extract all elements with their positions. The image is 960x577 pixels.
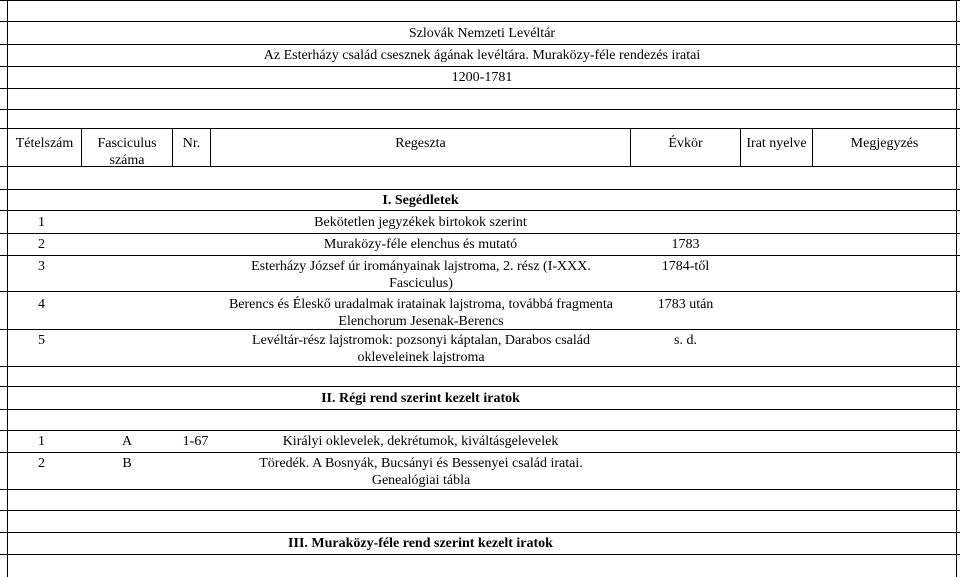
grid-line-v — [81, 128, 82, 166]
grid-line-h — [0, 0, 960, 1]
grid-line-h — [0, 88, 960, 89]
row-fasciculus: B — [122, 456, 132, 471]
row-regeszta: Töredék. A Bosnyák, Bucsányi és Bessenyei család iratai. Genealógiai tábla — [259, 456, 583, 488]
row-regeszta: Esterházy József úr irományainak lajstroma, 2. rész (I-XXX. Fasciculus) — [251, 259, 591, 291]
row-number: 2 — [38, 237, 45, 252]
grid-line-h — [0, 21, 960, 22]
header-regeszta: Regeszta — [395, 136, 446, 151]
header-tetelszam: Tételszám — [15, 136, 74, 151]
grid-line-h — [0, 510, 960, 511]
row-evkor: s. d. — [674, 333, 697, 348]
grid-line-h — [0, 66, 960, 67]
row-number: 1 — [38, 434, 45, 449]
section-title: II. Régi rend szerint kezelt iratok — [321, 391, 520, 406]
grid-line-v — [7, 0, 8, 577]
row-evkor: 1784-től — [661, 259, 710, 274]
grid-line-h — [0, 386, 960, 387]
row-number: 1 — [38, 215, 45, 230]
header-fasciculus: Fasciculus száma — [97, 136, 157, 168]
row-regeszta: Levéltár-rész lajstromok: pozsonyi káptalan, Darabos család okleveleinek lajstroma — [252, 333, 590, 365]
grid-line-h — [0, 210, 960, 211]
grid-line-h — [0, 409, 960, 410]
grid-line-h — [0, 128, 960, 129]
date-range: 1200-1781 — [451, 70, 513, 85]
grid-line-h — [0, 233, 960, 234]
row-regeszta: Berencs és Éleskő uradalmak iratainak lajstroma, továbbá fragmenta Elenchorum Jesenak-Berencs — [228, 297, 614, 329]
row-number: 2 — [38, 456, 45, 471]
row-fasciculus: A — [121, 434, 133, 449]
row-regeszta: Bekötetlen jegyzékek birtokok szerint — [314, 215, 527, 230]
row-number: 3 — [38, 259, 45, 274]
grid-line-h — [0, 554, 960, 555]
grid-line-h — [0, 44, 960, 45]
grid-line-h — [0, 489, 960, 490]
header-megjegyzes: Megjegyzés — [850, 136, 919, 151]
header-irat-nyelve: Irat nyelve — [746, 136, 807, 151]
archive-name: Szlovák Nemzeti Levéltár — [408, 26, 556, 41]
grid-line-v — [956, 0, 957, 577]
grid-line-h — [0, 366, 960, 367]
row-evkor: 1783 — [671, 237, 700, 252]
section-title: III. Muraközy-féle rend szerint kezelt iratok — [288, 536, 553, 551]
grid-line-h — [0, 189, 960, 190]
row-evkor: 1783 után — [657, 297, 714, 312]
grid-line-h — [0, 109, 960, 110]
row-regeszta: Muraközy-féle elenchus és mutató — [323, 237, 518, 252]
row-number: 4 — [38, 297, 45, 312]
row-number: 5 — [38, 333, 45, 348]
grid-line-h — [0, 532, 960, 533]
collection-title: Az Esterházy család csesznek ágának levéltára. Muraközy-féle rendezés iratai — [263, 48, 701, 63]
row-regeszta: Királyi oklevelek, dekrétumok, kiváltásgelevelek — [282, 434, 559, 449]
row-nr: 1-67 — [182, 434, 209, 449]
grid-line-h — [0, 430, 960, 431]
grid-line-h — [0, 255, 960, 256]
header-nr: Nr. — [182, 136, 201, 151]
section-title: I. Segédletek — [382, 193, 459, 208]
grid-line-h — [0, 452, 960, 453]
header-evkor: Évkör — [668, 136, 703, 151]
